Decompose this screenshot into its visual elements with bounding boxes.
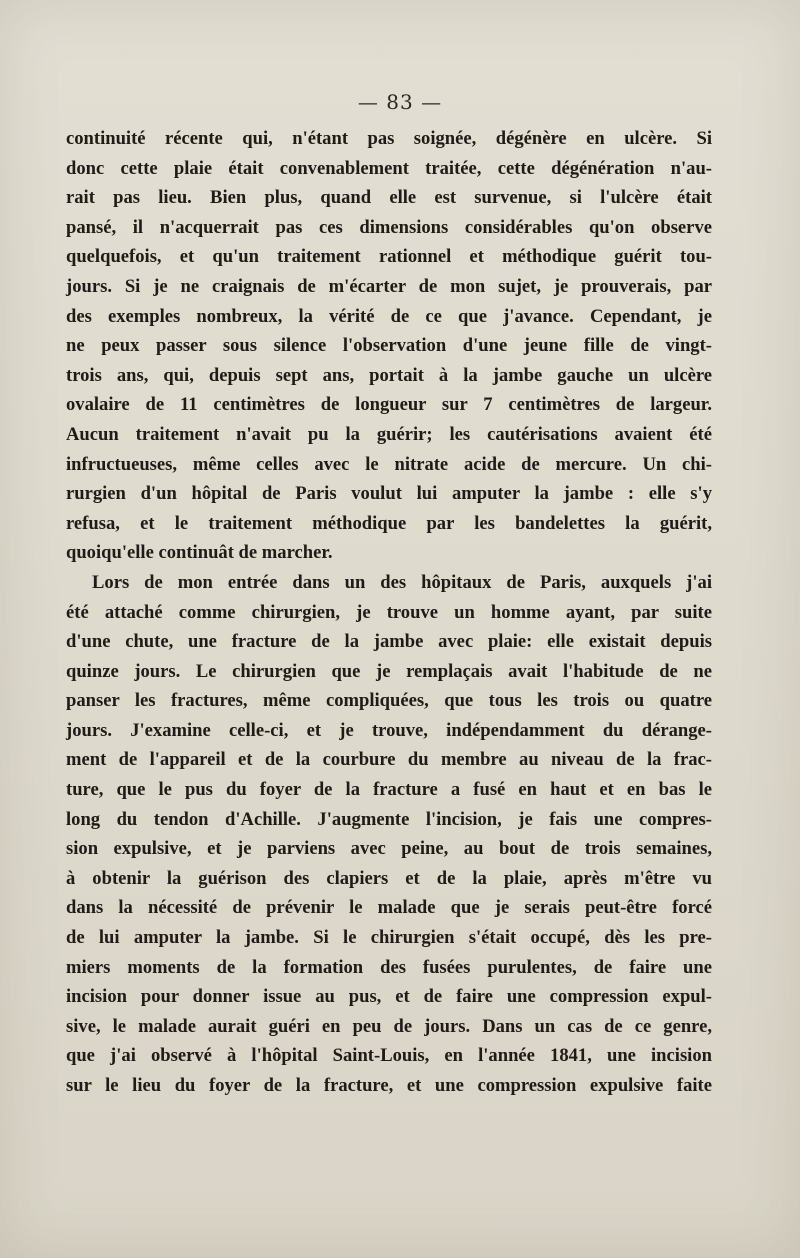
text-line: jours. J'examine celle-ci, et je trouve, indépendamment du dérange- <box>66 719 712 741</box>
text-line: long du tendon d'Achille. J'augmente l'incision, je fais une compres- <box>66 808 712 830</box>
text-line: donc cette plaie était convenablement traitée, cette dégénération n'au- <box>66 157 712 179</box>
text-line: été attaché comme chirurgien, je trouve un homme ayant, par suite <box>66 601 712 623</box>
text-line: des exemples nombreux, la vérité de ce que j'avance. Cependant, je <box>66 305 712 327</box>
text-line: dans la nécessité de prévenir le malade que je serais peut-être forcé <box>66 897 712 919</box>
text-line: à obtenir la guérison des clapiers et de la plaie, après m'être vu <box>66 867 712 889</box>
text-line: d'une chute, une fracture de la jambe avec plaie: elle existait depuis <box>66 631 712 653</box>
text-line: sur le lieu du foyer de la fracture, et une compression expulsive faite <box>66 1075 712 1096</box>
text-line: ment de l'appareil et de la courbure du membre au niveau de la frac- <box>66 749 712 771</box>
text-line: de lui amputer la jambe. Si le chirurgien s'était occupé, dès les pre- <box>66 927 712 949</box>
text-line: pansé, il n'acquerrait pas ces dimensions considérables qu'on observe <box>66 216 712 238</box>
text-line: sive, le malade aurait guéri en peu de jours. Dans un cas de ce genre, <box>66 1015 712 1037</box>
text-line: infructueuses, même celles avec le nitrate acide de mercure. Un chi- <box>66 453 712 475</box>
text-line: jours. Si je ne craignais de m'écarter de mon sujet, je prouverais, par <box>66 275 712 297</box>
text-line: quinze jours. Le chirurgien que je remplaçais avait l'habitude de ne <box>66 660 712 682</box>
text-line: sion expulsive, et je parviens avec peine, au bout de trois semaines, <box>66 838 712 860</box>
text-line: Aucun traitement n'avait pu la guérir; les cautérisations avaient été <box>66 423 712 445</box>
text-line: miers moments de la formation des fusées purulentes, de faire une <box>66 956 712 978</box>
text-line: rurgien d'un hôpital de Paris voulut lui amputer la jambe : elle s'y <box>66 483 712 505</box>
text-line: Lors de mon entrée dans un des hôpitaux de Paris, auxquels j'ai <box>92 571 712 593</box>
text-line: panser les fractures, même compliquées, que tous les trois ou quatre <box>66 690 712 712</box>
text-line: que j'ai observé à l'hôpital Saint-Louis, en l'année 1841, une incision <box>66 1045 712 1067</box>
text-line: ture, que le pus du foyer de la fracture a fusé en haut et en bas le <box>66 779 712 801</box>
paragraph-1 <box>66 124 712 568</box>
text-line: refusa, et le traitement méthodique par les bandelettes la guérit, <box>66 512 712 534</box>
text-line: continuité récente qui, n'étant pas soignée, dégénère en ulcère. Si <box>66 128 712 149</box>
text-line: ovalaire de 11 centimètres de longueur sur 7 centimètres de largeur. <box>66 394 712 416</box>
text-line: trois ans, qui, depuis sept ans, portait à la jambe gauche un ulcère <box>66 364 712 386</box>
text-line: quelquefois, et qu'un traitement rationnel et méthodique guérit tou- <box>66 246 712 268</box>
text-line: incision pour donner issue au pus, et de faire une compression expul- <box>66 986 712 1008</box>
body-text <box>66 124 712 1101</box>
text-line: ne peux passer sous silence l'observation d'une jeune fille de vingt- <box>66 335 712 357</box>
paragraph-2 <box>66 568 712 1101</box>
text-line: quoiqu'elle continuât de marcher. <box>66 542 333 564</box>
page-number: — 83 — <box>357 90 443 114</box>
text-line: rait pas lieu. Bien plus, quand elle est survenue, si l'ulcère était <box>66 187 712 209</box>
